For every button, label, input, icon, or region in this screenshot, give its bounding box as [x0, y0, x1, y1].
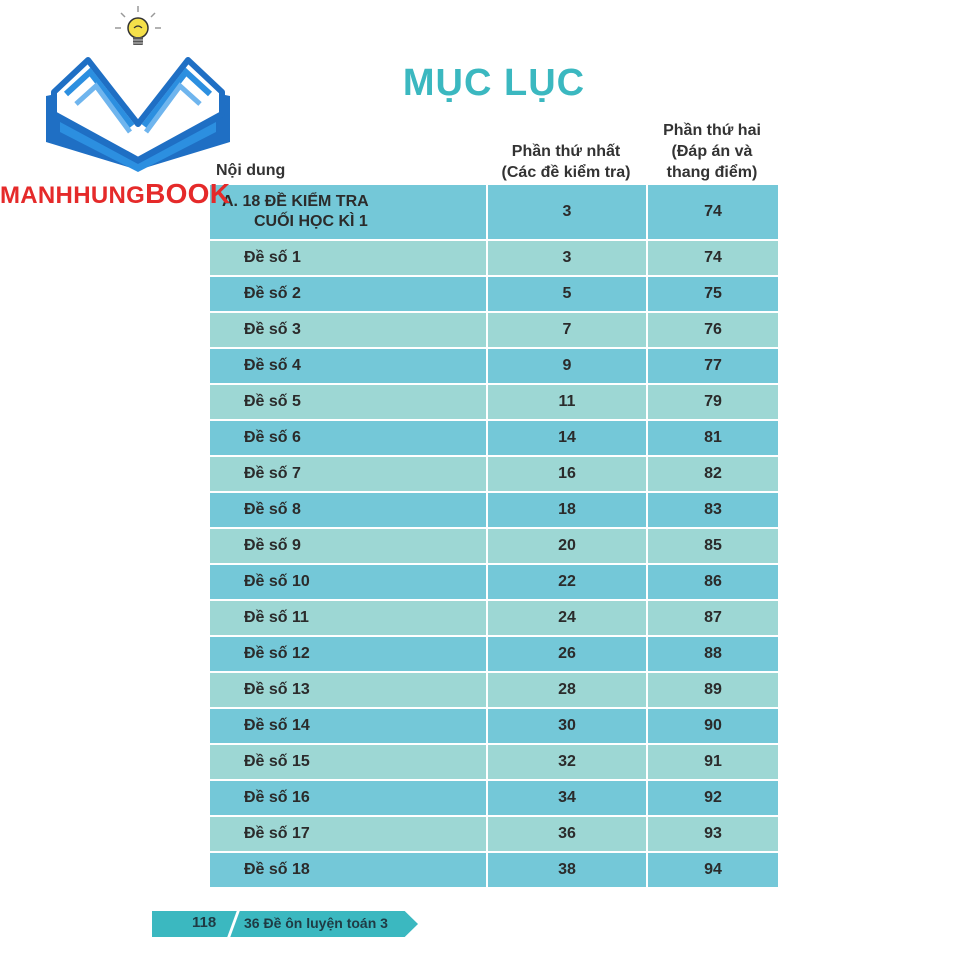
- table-row: [210, 601, 778, 637]
- row-part1-page: 28: [486, 673, 646, 707]
- row-part1-page: 34: [486, 781, 646, 815]
- row-label: Đề số 10: [244, 573, 310, 590]
- table-row: [210, 529, 778, 565]
- row-label: Đề số 17: [244, 825, 310, 842]
- table-row: [210, 421, 778, 457]
- row-part1-page: 26: [486, 637, 646, 671]
- row-part2-page: 75: [646, 277, 778, 311]
- table-of-contents: [210, 115, 778, 889]
- row-part2-page: 94: [646, 853, 778, 887]
- row-part2-page: 89: [646, 673, 778, 707]
- row-part2-page: 77: [646, 349, 778, 383]
- row-part2-page: 87: [646, 601, 778, 635]
- row-part2-page: 93: [646, 817, 778, 851]
- brand-name-part2: BOOK: [145, 178, 231, 209]
- table-row: [210, 349, 778, 385]
- table-row: [210, 241, 778, 277]
- header-content: Nội dung: [216, 162, 286, 179]
- row-label: Đề số 1: [244, 249, 301, 266]
- row-part1-page: 9: [486, 349, 646, 383]
- row-part1-page: 20: [486, 529, 646, 563]
- row-label: Đề số 15: [244, 753, 310, 770]
- book-title: 36 Đề ôn luyện toán 3: [244, 915, 388, 931]
- row-part1-page: 30: [486, 709, 646, 743]
- row-part2-page: 79: [646, 385, 778, 419]
- page-number: 118: [192, 914, 217, 931]
- row-label: Đề số 3: [244, 321, 301, 338]
- row-label: Đề số 11: [244, 609, 309, 626]
- table-row: [210, 781, 778, 817]
- section-row: [210, 185, 778, 241]
- header-part1: Phần thứ nhất (Các đề kiểm tra): [501, 143, 631, 181]
- table-row: [210, 673, 778, 709]
- row-part1-page: 7: [486, 313, 646, 347]
- row-label: Đề số 4: [244, 357, 301, 374]
- page-title: MỤC LỤC: [402, 62, 586, 104]
- table-row: [210, 745, 778, 781]
- row-part1-page: 22: [486, 565, 646, 599]
- exam-rows: [210, 241, 778, 889]
- row-part1-page: 38: [486, 853, 646, 887]
- row-part2-page: 83: [646, 493, 778, 527]
- row-label: Đề số 7: [244, 465, 301, 482]
- row-part2-page: 90: [646, 709, 778, 743]
- row-part2-page: 74: [646, 241, 778, 275]
- table-row: [210, 637, 778, 673]
- row-label: Đề số 14: [244, 717, 310, 734]
- row-part2-page: 91: [646, 745, 778, 779]
- row-part2-page: 86: [646, 565, 778, 599]
- light-bulb-icon: [112, 4, 164, 56]
- table-row: [210, 817, 778, 853]
- section-part1-page: 3: [486, 185, 646, 239]
- brand-name: [0, 178, 230, 210]
- table-row: [210, 493, 778, 529]
- row-label: Đề số 16: [244, 789, 310, 806]
- table-row: [210, 277, 778, 313]
- row-part1-page: 18: [486, 493, 646, 527]
- row-part1-page: 3: [486, 241, 646, 275]
- table-row: [210, 385, 778, 421]
- table-row: [210, 709, 778, 745]
- row-part1-page: 11: [486, 385, 646, 419]
- row-part1-page: 24: [486, 601, 646, 635]
- row-label: Đề số 2: [244, 285, 301, 302]
- table-row: [210, 853, 778, 889]
- row-part2-page: 88: [646, 637, 778, 671]
- table-row: [210, 457, 778, 493]
- table-row: [210, 313, 778, 349]
- row-part2-page: 81: [646, 421, 778, 455]
- row-label: Đề số 12: [244, 645, 310, 662]
- row-label: Đề số 5: [244, 393, 301, 410]
- row-label: Đề số 13: [244, 681, 310, 698]
- row-part1-page: 36: [486, 817, 646, 851]
- section-part2-page: 74: [646, 185, 778, 239]
- row-part1-page: 14: [486, 421, 646, 455]
- brand-name-part1: MANHHUNG: [0, 182, 146, 209]
- header-part2: Phần thứ hai (Đáp án và thang điểm): [663, 122, 761, 181]
- row-part2-page: 76: [646, 313, 778, 347]
- table-header: [210, 115, 778, 185]
- row-part1-page: 5: [486, 277, 646, 311]
- row-part1-page: 32: [486, 745, 646, 779]
- row-part2-page: 92: [646, 781, 778, 815]
- row-part2-page: 82: [646, 457, 778, 491]
- table-row: [210, 565, 778, 601]
- row-part1-page: 16: [486, 457, 646, 491]
- row-label: Đề số 18: [244, 861, 310, 878]
- row-label: Đề số 6: [244, 429, 301, 446]
- row-part2-page: 85: [646, 529, 778, 563]
- row-label: Đề số 8: [244, 501, 301, 518]
- row-label: Đề số 9: [244, 537, 301, 554]
- section-label: A. 18 ĐỀ KIỂM TRA CUỐI HỌC KÌ 1: [222, 193, 369, 230]
